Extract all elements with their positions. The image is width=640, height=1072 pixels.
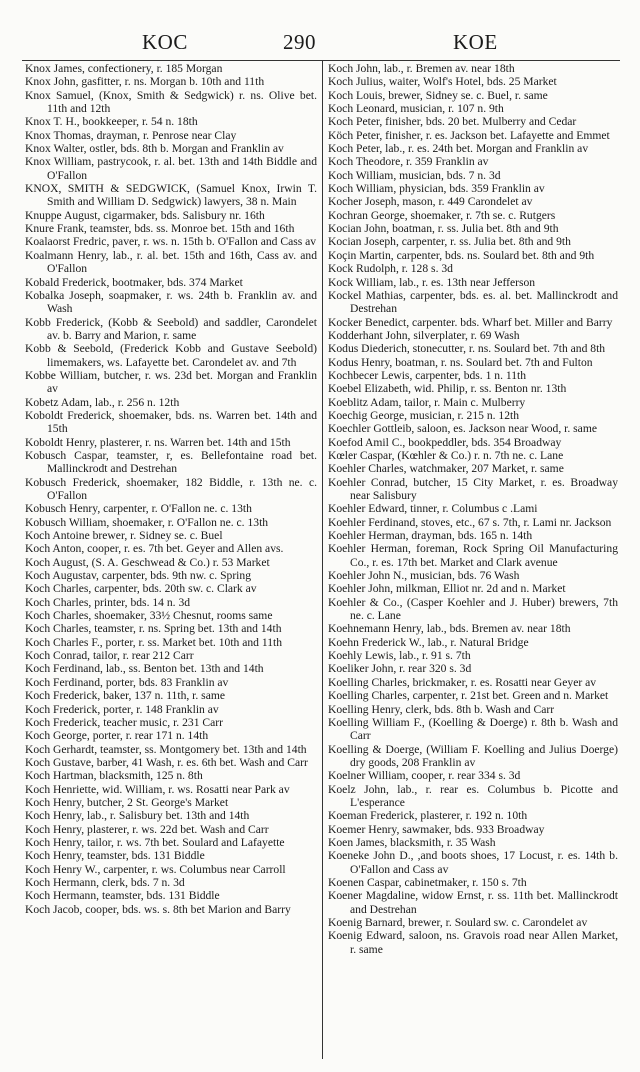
directory-entry: Kobb & Seebold, (Frederick Kobb and Gustave Seebold) limemakers, ws. Lafayette bet. Carondelet av. and 7th <box>25 342 317 369</box>
running-head-right: KOE <box>453 30 498 54</box>
directory-entry: Koch Henry, lab., r. Salisbury bet. 13th and 14th <box>25 809 250 823</box>
directory-entry: Knox John, gasfitter, r. ns. Morgan b. 10th and 11th <box>25 75 265 89</box>
directory-entry: Koch Ferdinand, lab., ss. Benton bet. 13th and 14th <box>25 662 264 676</box>
directory-entry: Koch John, lab., r. Bremen av. near 18th <box>328 62 515 75</box>
directory-entry: Koch Charles, printer, bds. 14 n. 3d <box>25 595 191 609</box>
directory-entry: Koehler John N., musician, bds. 76 Wash <box>328 569 520 583</box>
directory-entry: Koch Charles, teamster, r. ns. Spring bet. 13th and 14th <box>25 622 282 636</box>
running-head-left: KOC <box>142 30 188 54</box>
directory-entry: Kocker Benedict, carpenter. bds. Wharf bet. Miller and Barry <box>328 315 613 329</box>
directory-entry: Kobb Frederick, (Kobb & Seebold) and saddler, Carondelet av. b. Barry and Marion, r. same <box>25 315 317 342</box>
directory-entry: Koch Gerhardt, teamster, ss. Montgomery bet. 13th and 14th <box>25 742 307 756</box>
directory-entry: Koch Augustav, carpenter, bds. 9th nw. c. Spring <box>25 569 251 583</box>
directory-entry: Koch Henry, tailor, r. ws. 7th bet. Soulard and Lafayette <box>25 835 285 849</box>
directory-entry: Koch George, porter, r. rear 171 n. 14th <box>25 729 209 743</box>
directory-entry: Koboldt Henry, plasterer, r. ns. Warren bet. 14th and 15th <box>25 435 291 449</box>
directory-entry: Koelling & Doerge, (William F. Koelling and Julius Doerge) dry goods, 208 Franklin av <box>328 742 618 769</box>
directory-entry: Koch Henry, teamster, bds. 131 Biddle <box>25 849 205 863</box>
directory-entry: Koehler Edward, tinner, r. Columbus c .Lami <box>328 502 538 516</box>
directory-entry: Koch Julius, waiter, Wolf's Hotel, bds. 25 Market <box>328 75 557 89</box>
directory-entry: Koalaorst Fredric, paver, r. ws. n. 15th b. O'Fallon and Cass av <box>25 235 317 249</box>
directory-entry: Koch Conrad, tailor, r. rear 212 Carr <box>25 649 194 663</box>
directory-entry: Koelling Charles, brickmaker, r. es. Rosatti near Geyer av <box>328 675 597 689</box>
directory-entry: Koenig Barnard, brewer, r. Soulard sw. c. Carondelet av <box>328 916 588 929</box>
directory-entry: Koen James, blacksmith, r. 35 Wash <box>328 835 496 849</box>
directory-entry: Koeliker John, r. rear 320 s. 3d <box>328 662 472 676</box>
directory-entry: Koelling Charles, carpenter, r. 21st bet. Green and n. Market <box>328 689 609 703</box>
directory-entry: Koch Henriette, wid. William, r. ws. Rosatti near Park av <box>25 782 290 796</box>
directory-entry: Koelner William, cooper, r. rear 334 s. 3d <box>328 769 521 783</box>
directory-entry: Kocher Joseph, mason, r. 449 Carondelet av <box>328 195 533 209</box>
directory-entry: Knox James, confectionery, r. 185 Morgan <box>25 62 223 75</box>
directory-entry: Kock Rudolph, r. 128 s. 3d <box>328 262 453 276</box>
directory-entry: Koehler Conrad, butcher, 15 City Market, r. es. Broadway near Salisbury <box>328 475 618 502</box>
directory-entry: Knox William, pastrycook, r. al. bet. 13th and 14th Biddle and O'Fallon <box>25 155 317 182</box>
directory-entry: Koch Henry W., carpenter, r. ws. Columbus near Carroll <box>25 862 286 876</box>
directory-entry: Knox Walter, ostler, bds. 8th b. Morgan and Franklin av <box>25 142 284 156</box>
directory-entry: Koeman Frederick, plasterer, r. 192 n. 10th <box>328 809 528 823</box>
directory-entry: Koemer Henry, sawmaker, bds. 933 Broadway <box>328 822 545 836</box>
directory-entry: Koener Magdaline, widow Ernst, r. ss. 11th bet. Mallinckrodt and Destrehan <box>328 889 618 916</box>
directory-entry: Koch Anton, cooper, r. es. 7th bet. Geyer and Allen avs. <box>25 542 284 556</box>
directory-entry: Knox Thomas, drayman, r. Penrose near Clay <box>25 128 237 142</box>
directory-entry: Kodus Diederich, stonecutter, r. ns. Soulard bet. 7th and 8th <box>328 342 606 356</box>
directory-entry: Koch William, physician, bds. 359 Franklin av <box>328 182 545 196</box>
directory-entry: Koelz John, lab., r. rear es. Columbus b. Picotte and L'esperance <box>328 782 618 809</box>
directory-entry: Kobalka Joseph, soapmaker, r. ws. 24th b. Franklin av. and Wash <box>25 288 317 316</box>
directory-entry: Kobusch Henry, carpenter, r. O'Fallon ne. c. 13th <box>25 502 252 516</box>
directory-entry: Koch August, (S. A. Geschwead & Co.) r. 53 Market <box>25 555 270 569</box>
directory-entry: Koch Theodore, r. 359 Franklin av <box>328 155 489 169</box>
directory-entry: Koch Louis, brewer, Sidney se. c. Buel, r. same <box>328 88 548 102</box>
right-column <box>328 62 618 956</box>
directory-entry: Koch Leonard, musician, r. 107 n. 9th <box>328 102 504 116</box>
directory-entry: Koehler & Co., (Casper Koehler and J. Huber) brewers, 7th ne. c. Lane <box>328 595 618 623</box>
directory-entry: Knox T. H., bookkeeper, r. 54 n. 18th <box>25 115 198 129</box>
directory-entry: Koehly Lewis, lab., r. 91 s. 7th <box>328 649 471 663</box>
directory-entry: Knox Samuel, (Knox, Smith & Sedgwick) r. ns. Olive bet. 11th and 12th <box>25 88 317 116</box>
directory-entry: Koch Henry, plasterer, r. ws. 22d bet. Wash and Carr <box>25 822 269 836</box>
directory-entry: Koch William, musician, bds. 7 n. 3d <box>328 168 501 182</box>
left-column <box>25 62 317 916</box>
directory-entry: Kochran George, shoemaker, r. 7th se. c. Rutgers <box>328 208 556 222</box>
directory-entry: Kocian John, boatman, r. ss. Julia bet. 8th and 9th <box>328 222 559 236</box>
directory-entry: Koalmann Henry, lab., r. al. bet. 15th and 16th, Cass av. and O'Fallon <box>25 248 317 276</box>
directory-entry: Köch Peter, finisher, r. es. Jackson bet. Lafayette and Emmet <box>328 128 610 142</box>
directory-entry: Koch Jacob, cooper, bds. ws. s. 8th bet Marion and Barry <box>25 902 291 916</box>
directory-entry: Kochbecer Lewis, carpenter, bds. 1 n. 11th <box>328 368 527 382</box>
directory-entry: Koenen Caspar, cabinetmaker, r. 150 s. 7th <box>328 875 527 889</box>
directory-entry: Koch Hermann, clerk, bds. 7 n. 3d <box>25 875 185 889</box>
column-divider <box>322 61 323 1059</box>
directory-entry: Knuppe August, cigarmaker, bds. Salisbury nr. 16th <box>25 208 265 222</box>
directory-entry: Koeneke John D., ,and boots shoes, 17 Locust, r. es. 14th b. O'Fallon and Cass av <box>328 849 618 876</box>
directory-entry: Kobald Frederick, bootmaker, bds. 374 Market <box>25 275 243 289</box>
directory-entry: Koehler Herman, foreman, Rock Spring Oil Manufacturing Co., r. es. 17th bet. Market and Clark avenue <box>328 542 618 569</box>
directory-entry: Koeblitz Adam, tailor, r. Main c. Mulberry <box>328 395 526 409</box>
directory-entry: Koch Charles F., porter, r. ss. Market bet. 10th and 11th <box>25 635 283 649</box>
directory-entry: Knure Frank, teamster, bds. ss. Monroe bet. 15th and 16th <box>25 222 295 236</box>
directory-entry: Koch Henry, butcher, 2 St. George's Market <box>25 795 229 809</box>
directory-entry: Koch Charles, shoemaker, 33½ Chesnut, rooms same <box>25 609 273 623</box>
directory-entry: Kodus Henry, boatman, r. ns. Soulard bet. 7th and Fulton <box>328 355 593 369</box>
directory-entry: Kobusch William, shoemaker, r. O'Fallon ne. c. 13th <box>25 515 269 529</box>
directory-entry: Kœler Caspar, (Kœhler & Co.) r. n. 7th ne. c. Lane <box>328 448 564 462</box>
directory-entry: Koehler Ferdinand, stoves, etc., 67 s. 7th, r. Lami nr. Jackson <box>328 515 612 529</box>
directory-entry: Koch Frederick, teacher music, r. 231 Carr <box>25 715 223 729</box>
directory-entry: Koechig George, musician, r. 215 n. 12th <box>328 408 520 422</box>
directory-entry: Koehler John, milkman, Elliot nr. 2d and n. Market <box>328 582 566 596</box>
directory-entry: Kocian Joseph, carpenter, r. ss. Julia bet. 8th and 9th <box>328 235 571 249</box>
directory-entry: Koch Peter, finisher, bds. 20 bet. Mulberry and Cedar <box>328 115 577 129</box>
directory-entry: Koch Hermann, teamster, bds. 131 Biddle <box>25 889 220 903</box>
directory-entry: Koenig Edward, saloon, ns. Gravois road near Allen Market, r. same <box>328 929 618 956</box>
directory-entry: Koch Frederick, porter, r. 148 Franklin av <box>25 702 219 716</box>
directory-entry: Koch Ferdinand, porter, bds. 83 Franklin av <box>25 675 229 689</box>
header-rule <box>22 60 620 61</box>
directory-entry: Koehnemann Henry, lab., bds. Bremen av. near 18th <box>328 622 571 636</box>
directory-entry: Kock William, lab., r. es. 13th near Jefferson <box>328 275 536 289</box>
directory-entry: Koch Peter, lab., r. es. 24th bet. Morgan and Franklin av <box>328 142 589 156</box>
directory-entry: KNOX, SMITH & SEDGWICK, (Samuel Knox, Irwin T. Smith and William D. Sedgwick) lawyers, 38 n. Main <box>25 182 317 209</box>
directory-entry: Koch Gustave, barber, 41 Wash, r. es. 6th bet. Wash and Carr <box>25 755 308 769</box>
directory-entry: Koefod Amil C., bookpeddler, bds. 354 Broadway <box>328 435 562 449</box>
page-number: 290 <box>283 30 316 54</box>
directory-entry: Kodderhant John, silverplater, r. 69 Wash <box>328 328 520 342</box>
directory-entry: Koelling William F., (Koelling & Doerge) r. 8th b. Wash and Carr <box>328 715 618 743</box>
directory-entry: Kockel Mathias, carpenter, bds. es. al. bet. Mallinckrodt and Destrehan <box>328 288 618 316</box>
directory-entry: Koechler Gottleib, saloon, es. Jackson near Wood, r. same <box>328 422 597 436</box>
directory-entry: Kobbe William, butcher, r. ws. 23d bet. Morgan and Franklin av <box>25 368 317 396</box>
directory-entry: Koch Charles, carpenter, bds. 20th sw. c. Clark av <box>25 582 257 596</box>
directory-entry: Koçin Martin, carpenter, bds. ns. Soulard bet. 8th and 9th <box>328 248 595 262</box>
directory-entry: Koch Frederick, baker, 137 n. 11th, r. same <box>25 689 226 703</box>
directory-entry: Koehler Charles, watchmaker, 207 Market, r. same <box>328 462 564 476</box>
directory-entry: Koehler Herman, drayman, bds. 165 n. 14th <box>328 529 533 543</box>
directory-entry: Koch Antoine brewer, r. Sidney se. c. Buel <box>25 529 223 543</box>
directory-entry: Kobetz Adam, lab., r. 256 n. 12th <box>25 395 180 409</box>
directory-entry: Koebel Elizabeth, wid. Philip, r. ss. Benton nr. 13th <box>328 382 567 396</box>
directory-entry: Koehn Frederick W., lab., r. Natural Bridge <box>328 635 529 649</box>
directory-entry: Koelling Henry, clerk, bds. 8th b. Wash and Carr <box>328 702 555 716</box>
directory-entry: Kobusch Frederick, shoemaker, 182 Biddle, r. 13th ne. c. O'Fallon <box>25 475 317 502</box>
directory-entry: Koboldt Frederick, shoemaker, bds. ns. Warren bet. 14th and 15th <box>25 408 317 436</box>
directory-entry: Koch Hartman, blacksmith, 125 n. 8th <box>25 769 203 783</box>
directory-entry: Kobusch Caspar, teamster, r, es. Bellefontaine road bet. Mallinckrodt and Destrehan <box>25 448 317 476</box>
